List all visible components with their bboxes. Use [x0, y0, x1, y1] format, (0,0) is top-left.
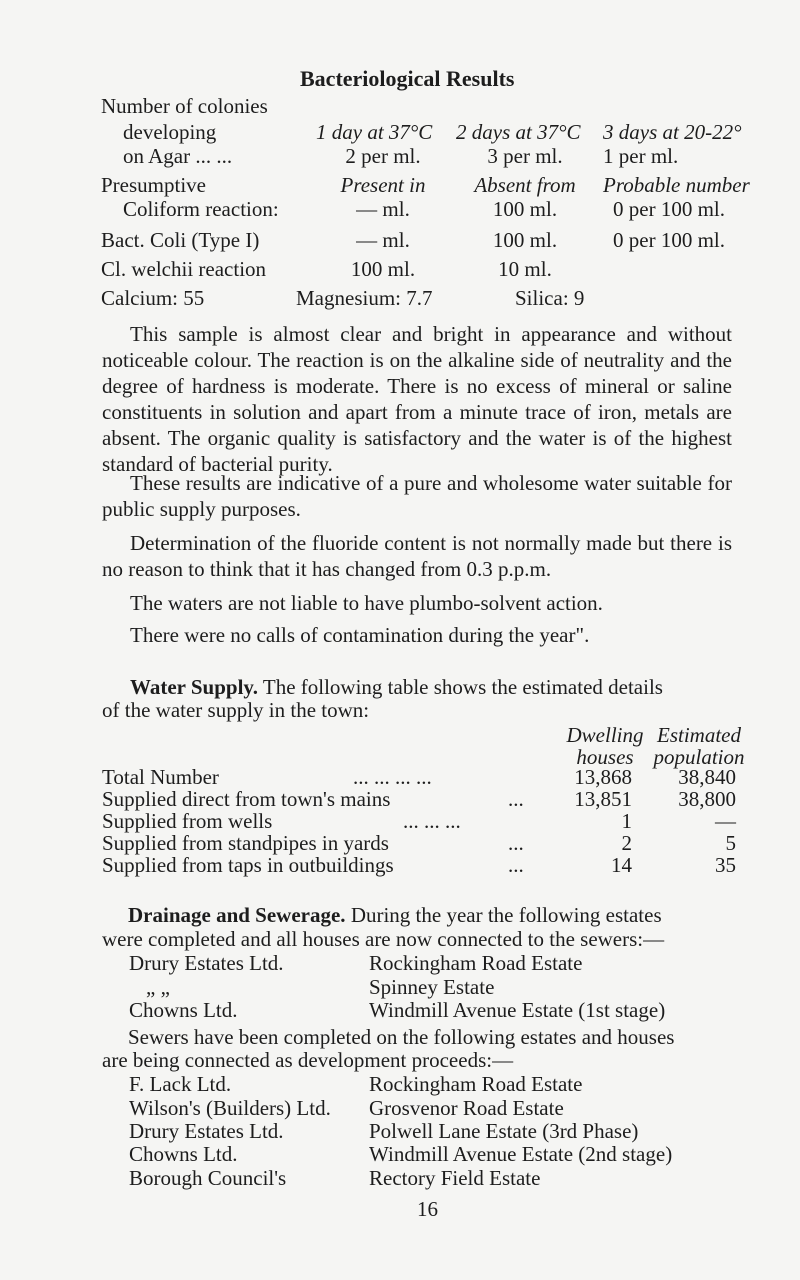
presumptive-col2-value: 100 ml.: [492, 197, 558, 221]
welchii-label: Cl. welchii reaction: [101, 257, 267, 281]
paragraph-fluoride: Determination of the fluoride content is not normally made but there is no reason to think that it has changed from 0.3 p.p.m.: [102, 531, 732, 581]
estate-name: Rockingham Road Estate: [369, 1072, 583, 1096]
water-row-leader: ... ... ... ...: [353, 765, 432, 789]
water-row-label: Supplied from taps in outbuildings: [102, 853, 394, 877]
estate-company: F. Lack Ltd.: [129, 1072, 232, 1096]
water-row-leader: ...: [508, 787, 524, 811]
estate-name: Spinney Estate: [369, 975, 495, 999]
bact-coli-label: Bact. Coli (Type I): [101, 228, 260, 252]
estate-name: Windmill Avenue Estate (1st stage): [369, 998, 666, 1022]
water-row-label: Total Number: [102, 765, 219, 789]
estate-company: Wilson's (Builders) Ltd.: [129, 1096, 331, 1120]
water-row-population: 38,840: [678, 765, 736, 789]
water-row-leader: ...: [508, 831, 524, 855]
water-row-dwellings: 2: [621, 831, 632, 855]
water-row-leader: ...: [508, 853, 524, 877]
column-dwelling-houses-1: Dwelling: [566, 723, 644, 747]
colonies-col2-value: 3 per ml.: [487, 144, 563, 168]
bact-coli-col3: 0 per 100 ml.: [613, 228, 725, 252]
presumptive-col1-value: — ml.: [356, 197, 410, 221]
bact-coli-col1: — ml.: [356, 228, 410, 252]
calcium-value: Calcium: 55: [101, 286, 205, 310]
estate-name: Polwell Lane Estate (3rd Phase): [369, 1119, 639, 1143]
column-estimated-population-1: Estimated: [657, 723, 741, 747]
column-dwelling-houses-2: houses: [576, 745, 634, 769]
paragraph-results: These results are indicative of a pure and wholesome water suitable for public supply purposes.: [102, 471, 732, 521]
presumptive-col2-head: Absent from: [474, 173, 576, 197]
presumptive-label-2: Coliform reaction:: [123, 197, 279, 221]
drainage-intro: [128, 905, 662, 926]
water-supply-intro-line2: of the water supply in the town:: [102, 698, 370, 722]
water-row-population: —: [715, 809, 736, 833]
sewers-line-2: are being connected as development proceeds:—: [102, 1048, 514, 1072]
estate-company: Chowns Ltd.: [129, 998, 238, 1022]
colonies-col2-head: 2 days at 37°C: [456, 120, 581, 144]
presumptive-label-1: Presumptive: [101, 173, 206, 197]
water-row-population: 35: [715, 853, 736, 877]
water-row-dwellings: 13,868: [574, 765, 632, 789]
estate-company: Borough Council's: [129, 1166, 287, 1190]
water-row-dwellings: 13,851: [574, 787, 632, 811]
estate-name: Rockingham Road Estate: [369, 951, 583, 975]
drainage-intro-line1: During the year the following estates: [350, 903, 662, 927]
presumptive-col3-head: Probable number: [603, 173, 750, 197]
sewers-line-1: Sewers have been completed on the following estates and houses: [128, 1025, 675, 1049]
estate-company: Chowns Ltd.: [129, 1142, 238, 1166]
colonies-label-3: on Agar ... ...: [123, 144, 233, 168]
colonies-label-1: Number of colonies: [101, 94, 268, 118]
drainage-intro-line2: were completed and all houses are now connected to the sewers:—: [102, 927, 665, 951]
colonies-col1-value: 2 per ml.: [345, 144, 421, 168]
water-supply-intro-line1: The following table shows the estimated details: [262, 675, 663, 699]
colonies-label-2: developing: [123, 120, 217, 144]
water-row-population: 38,800: [678, 787, 736, 811]
silica-value: Silica: 9: [515, 286, 585, 310]
estate-name: Rectory Field Estate: [369, 1166, 541, 1190]
bact-coli-col2: 100 ml.: [492, 228, 558, 252]
water-row-dwellings: 14: [611, 853, 632, 877]
welchii-col1: 100 ml.: [350, 257, 416, 281]
estate-company: Drury Estates Ltd.: [129, 1119, 284, 1143]
estate-name: Windmill Avenue Estate (2nd stage): [369, 1142, 673, 1166]
presumptive-col3-value: 0 per 100 ml.: [613, 197, 725, 221]
water-supply-heading: Water Supply.: [130, 675, 258, 699]
magnesium-value: Magnesium: 7.7: [296, 286, 433, 310]
paragraph-plumbo-solvent: The waters are not liable to have plumbo-solvent action.: [130, 591, 603, 615]
colonies-col3-head: 3 days at 20-22°: [603, 120, 742, 144]
page-number: 16: [417, 1197, 438, 1221]
presumptive-col1-head: Present in: [340, 173, 426, 197]
water-row-label: Supplied from wells: [102, 809, 273, 833]
water-row-dwellings: 1: [621, 809, 632, 833]
colonies-col1-head: 1 day at 37°C: [316, 120, 433, 144]
welchii-col2: 10 ml.: [498, 257, 552, 281]
water-row-population: 5: [725, 831, 736, 855]
column-estimated-population-2: population: [653, 745, 745, 769]
estate-company: Drury Estates Ltd.: [129, 951, 284, 975]
water-row-label: Supplied from standpipes in yards: [102, 831, 389, 855]
estate-name: Grosvenor Road Estate: [369, 1096, 564, 1120]
water-supply-intro: [130, 677, 663, 698]
estate-company: „ „: [146, 975, 170, 999]
paragraph-sample-description: This sample is almost clear and bright in appearance and without noticeable colour. The reaction is on the alkaline side of neutrality and the degree of hardness is moderate. There is no excess of mineral or saline constituents in solution and apart from a minute trace of iron, metals are absent. The organic quality is satisfactory and the water is of the highest standard of bacterial purity.: [102, 322, 732, 476]
drainage-heading: Drainage and Sewerage.: [128, 903, 346, 927]
water-row-leader: ... ... ...: [403, 809, 461, 833]
paragraph-contamination: There were no calls of contamination during the year".: [130, 623, 590, 647]
colonies-col3-value: 1 per ml.: [603, 144, 679, 168]
bacteriological-title: Bacteriological Results: [300, 66, 515, 91]
water-row-label: Supplied direct from town's mains: [102, 787, 391, 811]
